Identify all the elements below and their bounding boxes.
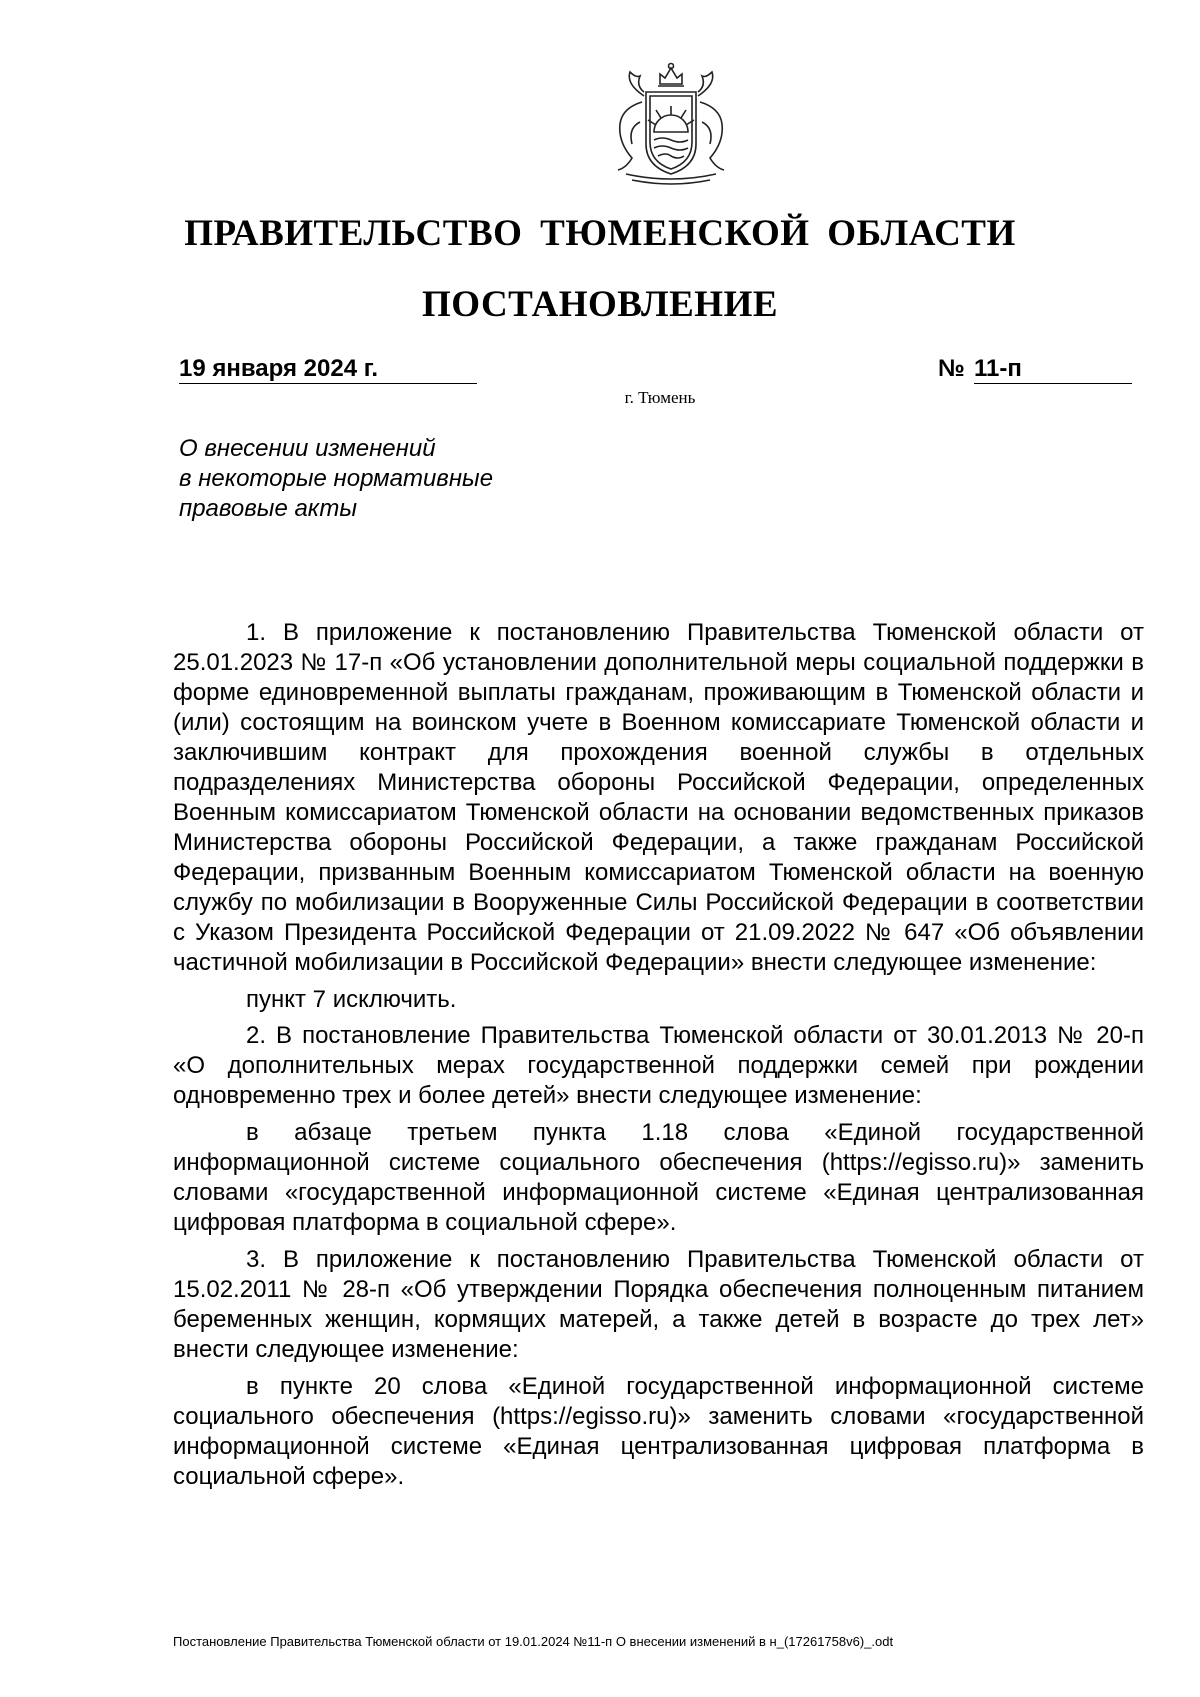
document-type-title: ПОСТАНОВЛЕНИЕ [421, 284, 779, 325]
organization-title: ПРАВИТЕЛЬСТВО ТЮМЕНСКОЙ ОБЛАСТИ [184, 213, 1016, 254]
city: г. Тюмень [624, 388, 696, 407]
paragraph: пункт 7 исключить. [246, 986, 457, 1013]
document-number: 11-п [974, 355, 1132, 384]
paragraph: в пункте 20 слова «Единой государственной информационной системе социального обеспечения (https://egisso.ru)» заменить словами «государственной информационной системе «Единая централизованная цифровая платформа в социальной сфере». [173, 1373, 1144, 1490]
document-body [173, 618, 1144, 1499]
paragraph: в абзаце третьем пункта 1.18 слова «Единой государственной информационной системе социального обеспечения (https://egisso.ru)» заменить словами «государственной информационной системе «Единая централизованная цифровая платформа в социальной сфере». [173, 1119, 1144, 1236]
subject-line: в некоторые нормативные [179, 465, 494, 492]
subject-line: О внесении изменений [179, 435, 436, 462]
paragraph: 2. В постановление Правительства Тюменской области от 30.01.2013 № 20-п «О дополнительных мерах государственной поддержки семей при рождении одновременно трех и более детей» внести следующее изменение: [173, 1022, 1144, 1109]
paragraph: 3. В приложение к постановлению Правительства Тюменской области от 15.02.2011 № 28-п «Об утверждении Порядка обеспечения полноценным питанием беременных женщин, кормящих матерей, а также детей в возрасте до трех лет» внести следующее изменение: [173, 1246, 1144, 1363]
document-subject [179, 434, 599, 524]
page-footer: Постановление Правительства Тюменской области от 19.01.2024 №11-п О внесении изменений в н_(17261758v6)_.odt [173, 1634, 894, 1649]
paragraph: 1. В приложение к постановлению Правительства Тюменской области от 25.01.2023 № 17-п «Об установлении дополнительной меры социальной поддержки в форме единовременной выплаты гражданам, проживающим в Тюменской области и (или) состоящим на воинском учете в Военном комиссариате Тюменской области и заключившим контракт для прохождения военной службы в отдельных подразделениях Министерства обороны Российской Федерации, определенных Военным комиссариатом Тюменской области на основании ведомственных приказов Министерства обороны Российской Федерации, а также гражданам Российской Федерации, призванным Военным комиссариатом Тюменской области на военную службу по мобилизации в Вооруженные Силы Российской Федерации в соответствии с Указом Президента Российской Федерации от 21.09.2022 № 647 «Об объявлении частичной мобилизации в Российской Федерации» внести следующее изменение: [173, 619, 1144, 976]
coat-of-arms-icon [596, 62, 746, 186]
subject-line: правовые акты [179, 495, 358, 522]
number-sign: № [938, 355, 965, 382]
document-date: 19 января 2024 г. [179, 355, 477, 384]
document-number-field [938, 355, 1134, 383]
